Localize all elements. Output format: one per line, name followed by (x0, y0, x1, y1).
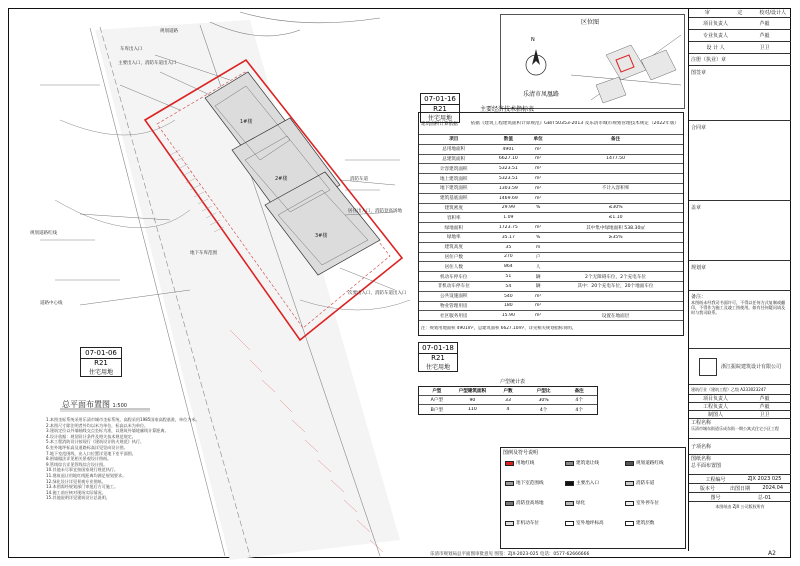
tb-approve-label: 制图人 (707, 412, 723, 418)
cell-item: 地上建筑面积 (439, 176, 468, 182)
legend-label: 非机动车位 (516, 521, 539, 526)
legend-item (505, 500, 544, 506)
criteria-label: 建筑面积计算依据 (421, 121, 458, 127)
legend-item (625, 460, 664, 466)
zone-use: 住宅用地 (88, 369, 113, 376)
legend-item (565, 500, 585, 506)
cell-value: 35.17 (501, 234, 515, 240)
cell: 33 (505, 397, 511, 403)
tb-sign-label: 合同章 (691, 125, 707, 131)
zone-type: R21 (433, 105, 447, 113)
tb-role-label: 设 计 人 (706, 45, 725, 51)
cell-unit: m² (534, 166, 542, 172)
zone-use: 住宅用地 (425, 364, 450, 371)
cell-item: 绿地面积 (444, 225, 463, 231)
cell: 4 (506, 407, 510, 412)
lot-table (418, 386, 598, 415)
tb-role-row (689, 42, 791, 54)
cell-value: 1723.75 (498, 225, 518, 231)
tb-sign3 (689, 261, 791, 291)
location-map-title: 区位图 (581, 19, 600, 26)
legend-title: 图例及符号说明 (503, 450, 539, 456)
cell-value: 5323.51 (498, 176, 518, 182)
note-line: 11.建筑退让用地红线距离均满足规划要求。 (46, 472, 127, 478)
legend (500, 447, 686, 549)
tb-role-sig: 卫卫 (759, 45, 770, 51)
tb-no-label: 工程编号 (705, 476, 726, 483)
table-row (419, 174, 683, 184)
table-row (419, 223, 683, 233)
tb-approve-row (689, 403, 791, 411)
tb-approve-row (689, 395, 791, 403)
sheet-size: A2 (768, 550, 776, 557)
tb-role-label: 项目负责人 (702, 21, 728, 27)
note-line: 5.本工程消防设计按现行《建筑设计防火规范》执行。 (46, 439, 145, 445)
tb-sheet-label: 图号 (710, 494, 721, 501)
company-logo-icon (699, 358, 717, 376)
cell: B户型 (430, 407, 443, 413)
cell-note: 其中集中绿地面积 538.30㎡ (586, 225, 645, 231)
legend-label: 规划道路红线 (636, 461, 664, 466)
cell-value: 1303.59 (498, 185, 518, 191)
cell: 110 (468, 407, 477, 412)
legend-label: 地下室范围线 (516, 481, 544, 486)
tb-project-name: 乐清市城东街道乐成东街一期公寓式住宅小区工程 (691, 426, 779, 431)
tb-subproject-label: 子项名称 (691, 444, 712, 450)
cell-item: 物业管理用房 (439, 303, 468, 309)
cell-item: 非机动车停车位 (437, 284, 470, 290)
legend-label: 室外停车位 (636, 501, 659, 506)
tb-role-sig: 芦毅 (759, 21, 770, 27)
cell-value: 51 (505, 274, 512, 280)
tb-approve-label: 项目负责人 (702, 396, 728, 402)
table-row (419, 184, 683, 194)
legend-item (505, 520, 539, 526)
cell: 4个 (575, 398, 583, 403)
callout: 规划道路 (160, 29, 178, 34)
tb-notes (689, 291, 791, 349)
general-notes (46, 417, 316, 501)
cell-item: 机动车停车位 (439, 274, 468, 280)
indicator-footnote: 注：规划用地面积 4901m²，总建筑面积 6627.10m²，详见相关规划指标说明。 (421, 325, 576, 331)
legend-swatch (565, 521, 574, 526)
zone-code: 07-01-06 (81, 348, 121, 359)
indicator-table-title: 主要经济技术指标表 (480, 106, 535, 113)
cell-item: 总建筑面积 (442, 156, 466, 162)
callout: 次要出入口，消防车道出入口 (348, 291, 407, 296)
cell-unit: m (535, 244, 541, 250)
cell-item: 建筑基底面积 (439, 196, 468, 202)
cell-note: 其中：20个充电车位，20个地面车位 (577, 284, 654, 290)
legend-item (565, 480, 599, 486)
tb-header-cell: 审 (704, 10, 710, 16)
cell-unit: % (535, 234, 541, 240)
cell-item: 建筑高度 (444, 245, 463, 251)
footer-text: 乐清市规划局总平面图审批意见 图签：ZJX-2023-025 电话：0577-62666666 (430, 552, 590, 557)
tb-header-cell: 定 (737, 10, 743, 16)
cell-unit: 辆 (535, 284, 541, 290)
cell-unit: m² (534, 156, 542, 162)
note-line: 12.绿化设计详见景观专业图纸。 (46, 478, 106, 484)
legend-swatch (565, 461, 574, 466)
col-header: 备注 (574, 389, 584, 394)
table-row (419, 282, 683, 292)
tb-header (689, 8, 791, 18)
title-block (688, 8, 791, 551)
tb-approve-name: 芦毅 (759, 396, 770, 402)
legend-label: 绿化 (576, 501, 586, 506)
legend-label: 消防车道 (636, 481, 655, 486)
cell-value: 540 (503, 293, 513, 299)
cell-unit: m² (534, 225, 542, 231)
legend-item (625, 520, 654, 526)
zone-type: R21 (94, 359, 108, 367)
cell: A户型 (430, 398, 443, 403)
cell-value: 864 (503, 264, 513, 270)
tb-date-label: 出图日期 (730, 485, 751, 492)
criteria-text: 依据《建筑工程建筑面积计算规范》GB/T50353-2013 及乐清市城市规划管理技术规定（2022年版） (470, 121, 680, 126)
cell-value: 35 (505, 244, 512, 250)
legend-label: 室外地坪标高 (576, 521, 604, 526)
cell-item: 公共设施面积 (439, 294, 468, 300)
cell-value: 1469.69 (498, 195, 518, 201)
plan-title (62, 399, 127, 410)
note-line: 2.本图尺寸除注明者外均以米为单位，标高以米为单位。 (46, 422, 149, 428)
tb-header-cell: 校对/设计人 (759, 10, 787, 16)
north-icon: N (531, 37, 535, 43)
table-row (419, 164, 683, 174)
note-line: 9.管线综合详见管线综合设计图。 (46, 461, 108, 467)
table-row (419, 292, 683, 302)
table-row (419, 204, 683, 214)
cell: 90 (469, 397, 476, 403)
table-row (419, 262, 683, 272)
legend-item (565, 520, 604, 526)
cell-item: 计容建筑面积 (439, 166, 468, 172)
building-label: 1#楼 (240, 119, 253, 125)
cell-unit: m² (534, 303, 542, 309)
tb-approve-label: 工程负责人 (702, 404, 728, 410)
table-row (419, 405, 597, 414)
tb-date-value: 2024.04 (762, 485, 784, 491)
col-header: 户数 (503, 389, 513, 394)
cell-unit: m² (534, 293, 542, 299)
cell-item: 总用地面积 (442, 147, 466, 153)
cell-note: 不计入容积率 (601, 186, 630, 192)
cell-value: 54 (505, 283, 512, 289)
legend-swatch (505, 501, 514, 506)
tb-subproject (689, 439, 791, 455)
cell-unit: 辆 (535, 274, 541, 280)
zone-code: 07-01-18 (419, 343, 457, 354)
tb-notes-head: 备注： (691, 294, 707, 300)
cell-item: 建筑密度 (444, 205, 463, 211)
tb-seal (689, 66, 791, 121)
legend-label: 消防登高场地 (516, 501, 544, 506)
tb-company-name: 浙江振皖建筑设计有限公司 (721, 364, 782, 370)
tb-sheet (689, 493, 791, 502)
building-label: 2#楼 (275, 176, 288, 182)
table-row (419, 155, 683, 165)
tb-date (689, 484, 791, 493)
tb-drawing-name: 总平面布置图 (691, 463, 722, 469)
cell-note: 设置在地面层 (601, 313, 630, 319)
legend-swatch (505, 481, 514, 486)
zone-code: 07-01-16 (421, 94, 459, 105)
col-header: 单位 (533, 137, 543, 143)
cell-item: 居住户数 (444, 254, 463, 260)
tb-stage (689, 54, 791, 66)
tb-version-label: 版本号 (699, 485, 715, 492)
tb-company (689, 349, 791, 385)
building-label: 3#楼 (315, 233, 328, 239)
tb-approve-name: 卫卫 (759, 412, 770, 418)
note-line: 10.其他未尽事宜按国家现行规范执行。 (46, 467, 119, 473)
cell-value: 6627.10 (498, 156, 518, 162)
note-line: 14.施工前应核对现场实际情况。 (46, 489, 106, 495)
tb-sign-label: 盖章 (691, 205, 702, 211)
table-row (419, 243, 683, 253)
location-map (500, 14, 685, 109)
zone-type: R21 (431, 354, 445, 362)
legend-label: 建筑退让线 (576, 461, 599, 466)
cell: 4个 (575, 407, 583, 413)
table-row (419, 233, 683, 243)
legend-item (505, 460, 534, 466)
note-line: 4.设计依据：规划设计条件及相关技术规范规定。 (46, 433, 136, 439)
cell-unit: m² (534, 195, 542, 201)
tb-footer (689, 502, 791, 511)
cell-item: 地下建筑面积 (439, 186, 468, 192)
table-row (419, 145, 683, 155)
col-header: 数值 (503, 137, 513, 143)
legend-swatch (625, 481, 634, 486)
cell-value: 1.09 (503, 215, 514, 221)
cell-note: ≤1.10 (608, 215, 623, 221)
cell-unit: 人 (535, 264, 541, 270)
plan-title-text: 总平面布置图 (62, 400, 110, 409)
zone-use: 住宅用地 (427, 115, 452, 122)
legend-label: 主要出入口 (576, 481, 599, 486)
legend-swatch (625, 461, 634, 466)
tb-no (689, 475, 791, 484)
legend-item (625, 500, 659, 506)
table-row (419, 396, 597, 405)
lot-table-title: 户型统计表 (500, 379, 526, 385)
cell-unit: m² (534, 146, 542, 152)
tb-cert (689, 385, 791, 395)
callout: 规划道路红线 (30, 231, 57, 236)
tb-project (689, 419, 791, 439)
col-header: 户型 (432, 389, 442, 394)
plan-scale: 1:500 (112, 403, 127, 409)
cell-item: 居住人数 (444, 264, 463, 270)
tb-sign2 (689, 201, 791, 261)
tb-sign-label: 规划章 (691, 265, 707, 271)
legend-swatch (565, 501, 574, 506)
legend-swatch (625, 501, 634, 506)
table-row (419, 302, 683, 312)
cell-value: 15.90 (501, 313, 515, 319)
cell-item: 容积率 (446, 215, 461, 221)
cell-unit: % (535, 205, 541, 211)
col-header: 户型比 (536, 389, 551, 394)
tb-sheet-value: 总-01 (757, 494, 772, 501)
cell-value: 270 (503, 254, 513, 260)
table-row (419, 311, 683, 321)
tb-sign1 (689, 121, 791, 201)
legend-item (505, 480, 544, 486)
note-line: 8.围墙做法详见相关景观设计图纸。 (46, 456, 112, 462)
legend-swatch (505, 461, 514, 466)
table-row (419, 272, 683, 282)
building-label: 地下车库范围 (190, 251, 217, 256)
tb-drawing-label: 图纸名称 (691, 456, 712, 462)
table-row (419, 213, 683, 223)
cell-value: 180 (503, 303, 513, 309)
indicator-table (418, 112, 684, 336)
tb-no-value: ZJX 2023 025 (747, 476, 782, 482)
tb-role-row (689, 30, 791, 42)
callout: 道路中心线 (40, 301, 63, 306)
col-header: 备注 (610, 137, 621, 143)
callout: 车库出入口 (120, 47, 143, 52)
tb-notes-text: 本图纸未经我司书面许可，不得以任何方式复制或翻印，不得作为施工及竣工图使用。如有任何疑问请及时与我司联系。 (691, 300, 786, 315)
legend-swatch (625, 521, 634, 526)
tb-role-sig: 芦毅 (759, 33, 770, 39)
note-line: 3.建筑定位以外墙轴线交点坐标为准，以建筑外墙轮廓线计算距离。 (46, 428, 169, 434)
cell-unit: m² (534, 176, 542, 182)
legend-item (625, 480, 654, 486)
location-caption: 乐清市凤凰路 (523, 91, 560, 98)
cell: 30% (538, 397, 549, 403)
tb-seal-label: 图签章 (691, 70, 707, 76)
tb-approve-name: 芦毅 (759, 404, 770, 410)
tb-footer-text: 本图纸由 ZJX 公司版权所有 (715, 503, 765, 509)
legend-swatch (565, 481, 574, 486)
note-line: 7.地下室范围线、出入口位置详见地下室平面图。 (46, 450, 136, 456)
cell-item: 绿地率 (446, 235, 461, 241)
note-line: 15.其他说明详见建筑设计总说明。 (46, 495, 110, 501)
col-header: 户型建筑面积 (458, 389, 487, 394)
table-row (419, 194, 683, 204)
table-row (419, 253, 683, 263)
tb-role-label: 专业负责人 (702, 33, 728, 39)
cell-value: 29.99 (501, 205, 515, 211)
callout: 主要出入口，消防车道出入口 (118, 61, 177, 66)
callout: 居住出入口，消防登高场地 (348, 209, 402, 214)
callout: 消防车道 (350, 177, 368, 182)
tb-project-label: 工程名称 (691, 420, 712, 426)
note-line: 1.本图坐标系统采用乐清市城市坐标系统，高程采用1985国家高程基准，单位为米。 (46, 417, 200, 422)
cell-unit: m² (534, 185, 542, 191)
cell-value: 4901 (502, 146, 515, 152)
legend-item (565, 460, 599, 466)
cell-item: 社区服务用房 (439, 313, 468, 319)
cell-note: ≥35% (608, 234, 623, 240)
cell-note: ≤30% (608, 205, 623, 211)
cell-value: 5323.51 (498, 166, 518, 172)
legend-swatch (505, 521, 514, 526)
note-line: 13.本图需经规划部门审批后方可施工。 (46, 484, 119, 490)
cell-note: 2个无障碍车位，2个充电车位 (585, 274, 647, 280)
cell: 4个 (539, 407, 548, 413)
note-line: 6.室外地坪标高及道路标高详见竖向设计图。 (46, 444, 128, 450)
zone-label (418, 342, 458, 372)
legend-label: 用地红线 (516, 461, 535, 466)
cell-note: 1477.50 (606, 156, 626, 162)
tb-drawing (689, 455, 791, 475)
zone-label (80, 347, 122, 377)
legend-label: 建筑层数 (636, 521, 655, 526)
tb-role-row (689, 18, 791, 30)
cell-unit: m² (534, 313, 542, 319)
col-header: 项目 (449, 137, 459, 143)
tb-approve-row (689, 411, 791, 419)
tb-cert-text: 建筑行业（建筑工程）乙级 A233023247 (691, 386, 766, 392)
cell-unit: 户 (535, 254, 541, 260)
tb-stage-label: 注册（执业）章 (691, 57, 727, 63)
